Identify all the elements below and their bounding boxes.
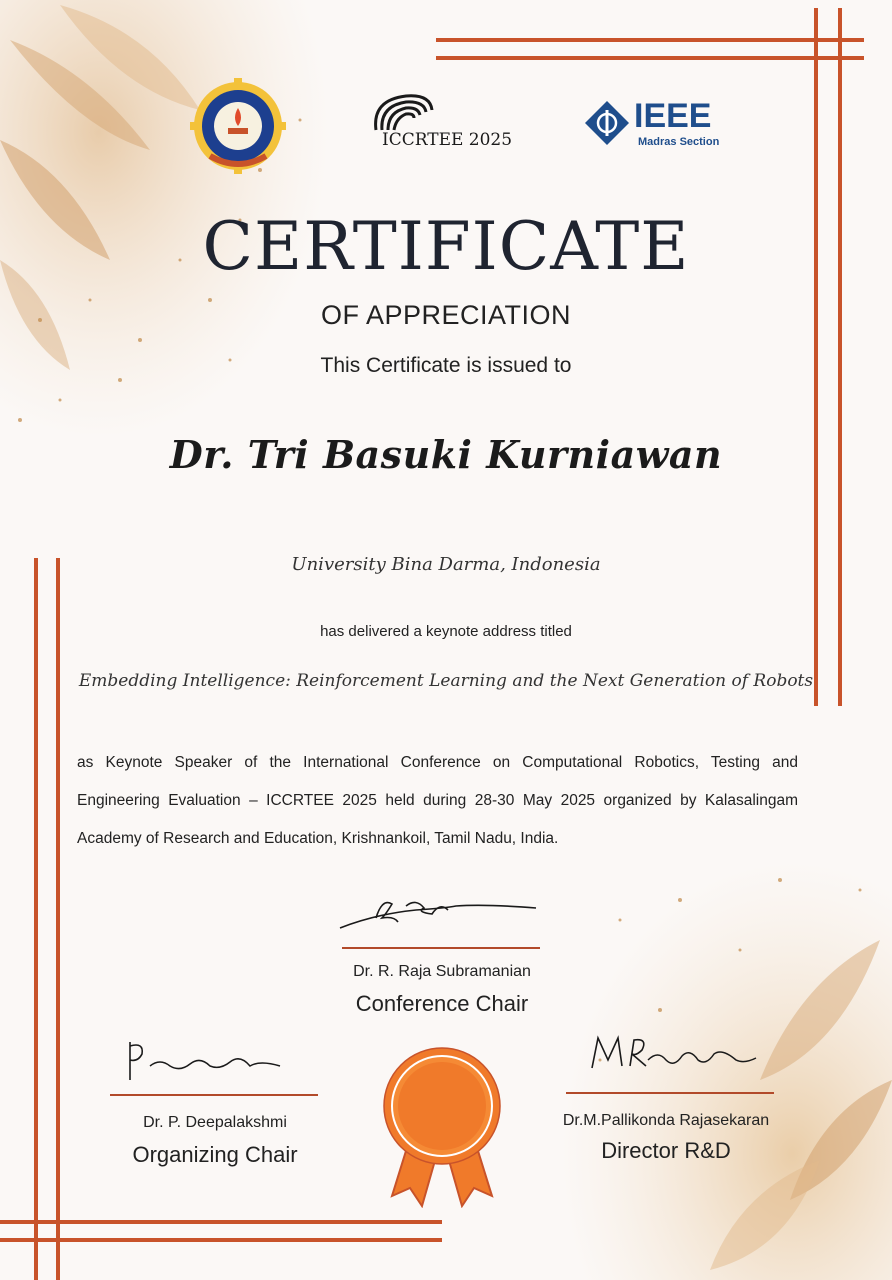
certificate-subtitle: OF APPRECIATION xyxy=(320,300,572,330)
recipient-name: Dr. Tri Basuki Kurniawan xyxy=(169,432,723,477)
talk-title: Embedding Intelligence: Reinforcement Learning and the Next Generation of Robots xyxy=(78,671,814,691)
conference-logo-text: ICCRTEE 2025 xyxy=(382,130,513,150)
certificate-title: CERTIFICATE xyxy=(202,208,690,285)
frame-line-left-1 xyxy=(34,558,38,1280)
delivered-text: has delivered a keynote address titled xyxy=(320,623,572,640)
ieee-wordmark: IEEE xyxy=(634,97,712,135)
certificate-body-text: as Keynote Speaker of the International Conference on Computational Robotics, Testing and Engineering Evaluation – ICCRTEE 2025 held during 28-30 May 2025 organized by Kalasalingam Academy of Research and Education, Krishnankoil, Tamil Nadu, India. xyxy=(77,754,798,847)
frame-line-top-2 xyxy=(436,56,864,60)
award-seal-rosette-icon xyxy=(380,1046,504,1208)
frame-line-left-2 xyxy=(56,558,60,1280)
organizing-chair-role: Organizing Chair xyxy=(132,1142,298,1167)
organizing-chair-signature xyxy=(120,1036,300,1088)
conference-chair-name: Dr. R. Raja Subramanian xyxy=(353,963,531,980)
frame-line-bottom-1 xyxy=(0,1220,442,1224)
frame-line-bottom-2 xyxy=(0,1238,442,1242)
ieee-diamond-icon xyxy=(584,100,630,146)
conference-logo xyxy=(362,90,512,160)
director-signature-line xyxy=(566,1092,774,1094)
issued-to-text: This Certificate is issued to xyxy=(320,354,572,377)
director-name: Dr.M.Pallikonda Rajasekaran xyxy=(562,1112,770,1129)
director-signature xyxy=(586,1030,766,1078)
recipient-affiliation: University Bina Darma, Indonesia xyxy=(291,554,601,575)
conference-swirl-icon xyxy=(366,90,436,134)
director-role: Director R&D xyxy=(601,1138,731,1163)
frame-line-top-1 xyxy=(436,38,864,42)
ieee-section-label: Madras Section xyxy=(638,136,720,148)
organizing-chair-name: Dr. P. Deepalakshmi xyxy=(143,1114,287,1131)
conference-chair-signature-line xyxy=(342,947,540,949)
institution-emblem-logo xyxy=(190,78,286,174)
conference-chair-signature xyxy=(336,892,546,936)
organizing-chair-signature-line xyxy=(110,1094,318,1096)
ieee-madras-logo xyxy=(584,98,744,154)
conference-chair-role: Conference Chair xyxy=(355,991,529,1016)
